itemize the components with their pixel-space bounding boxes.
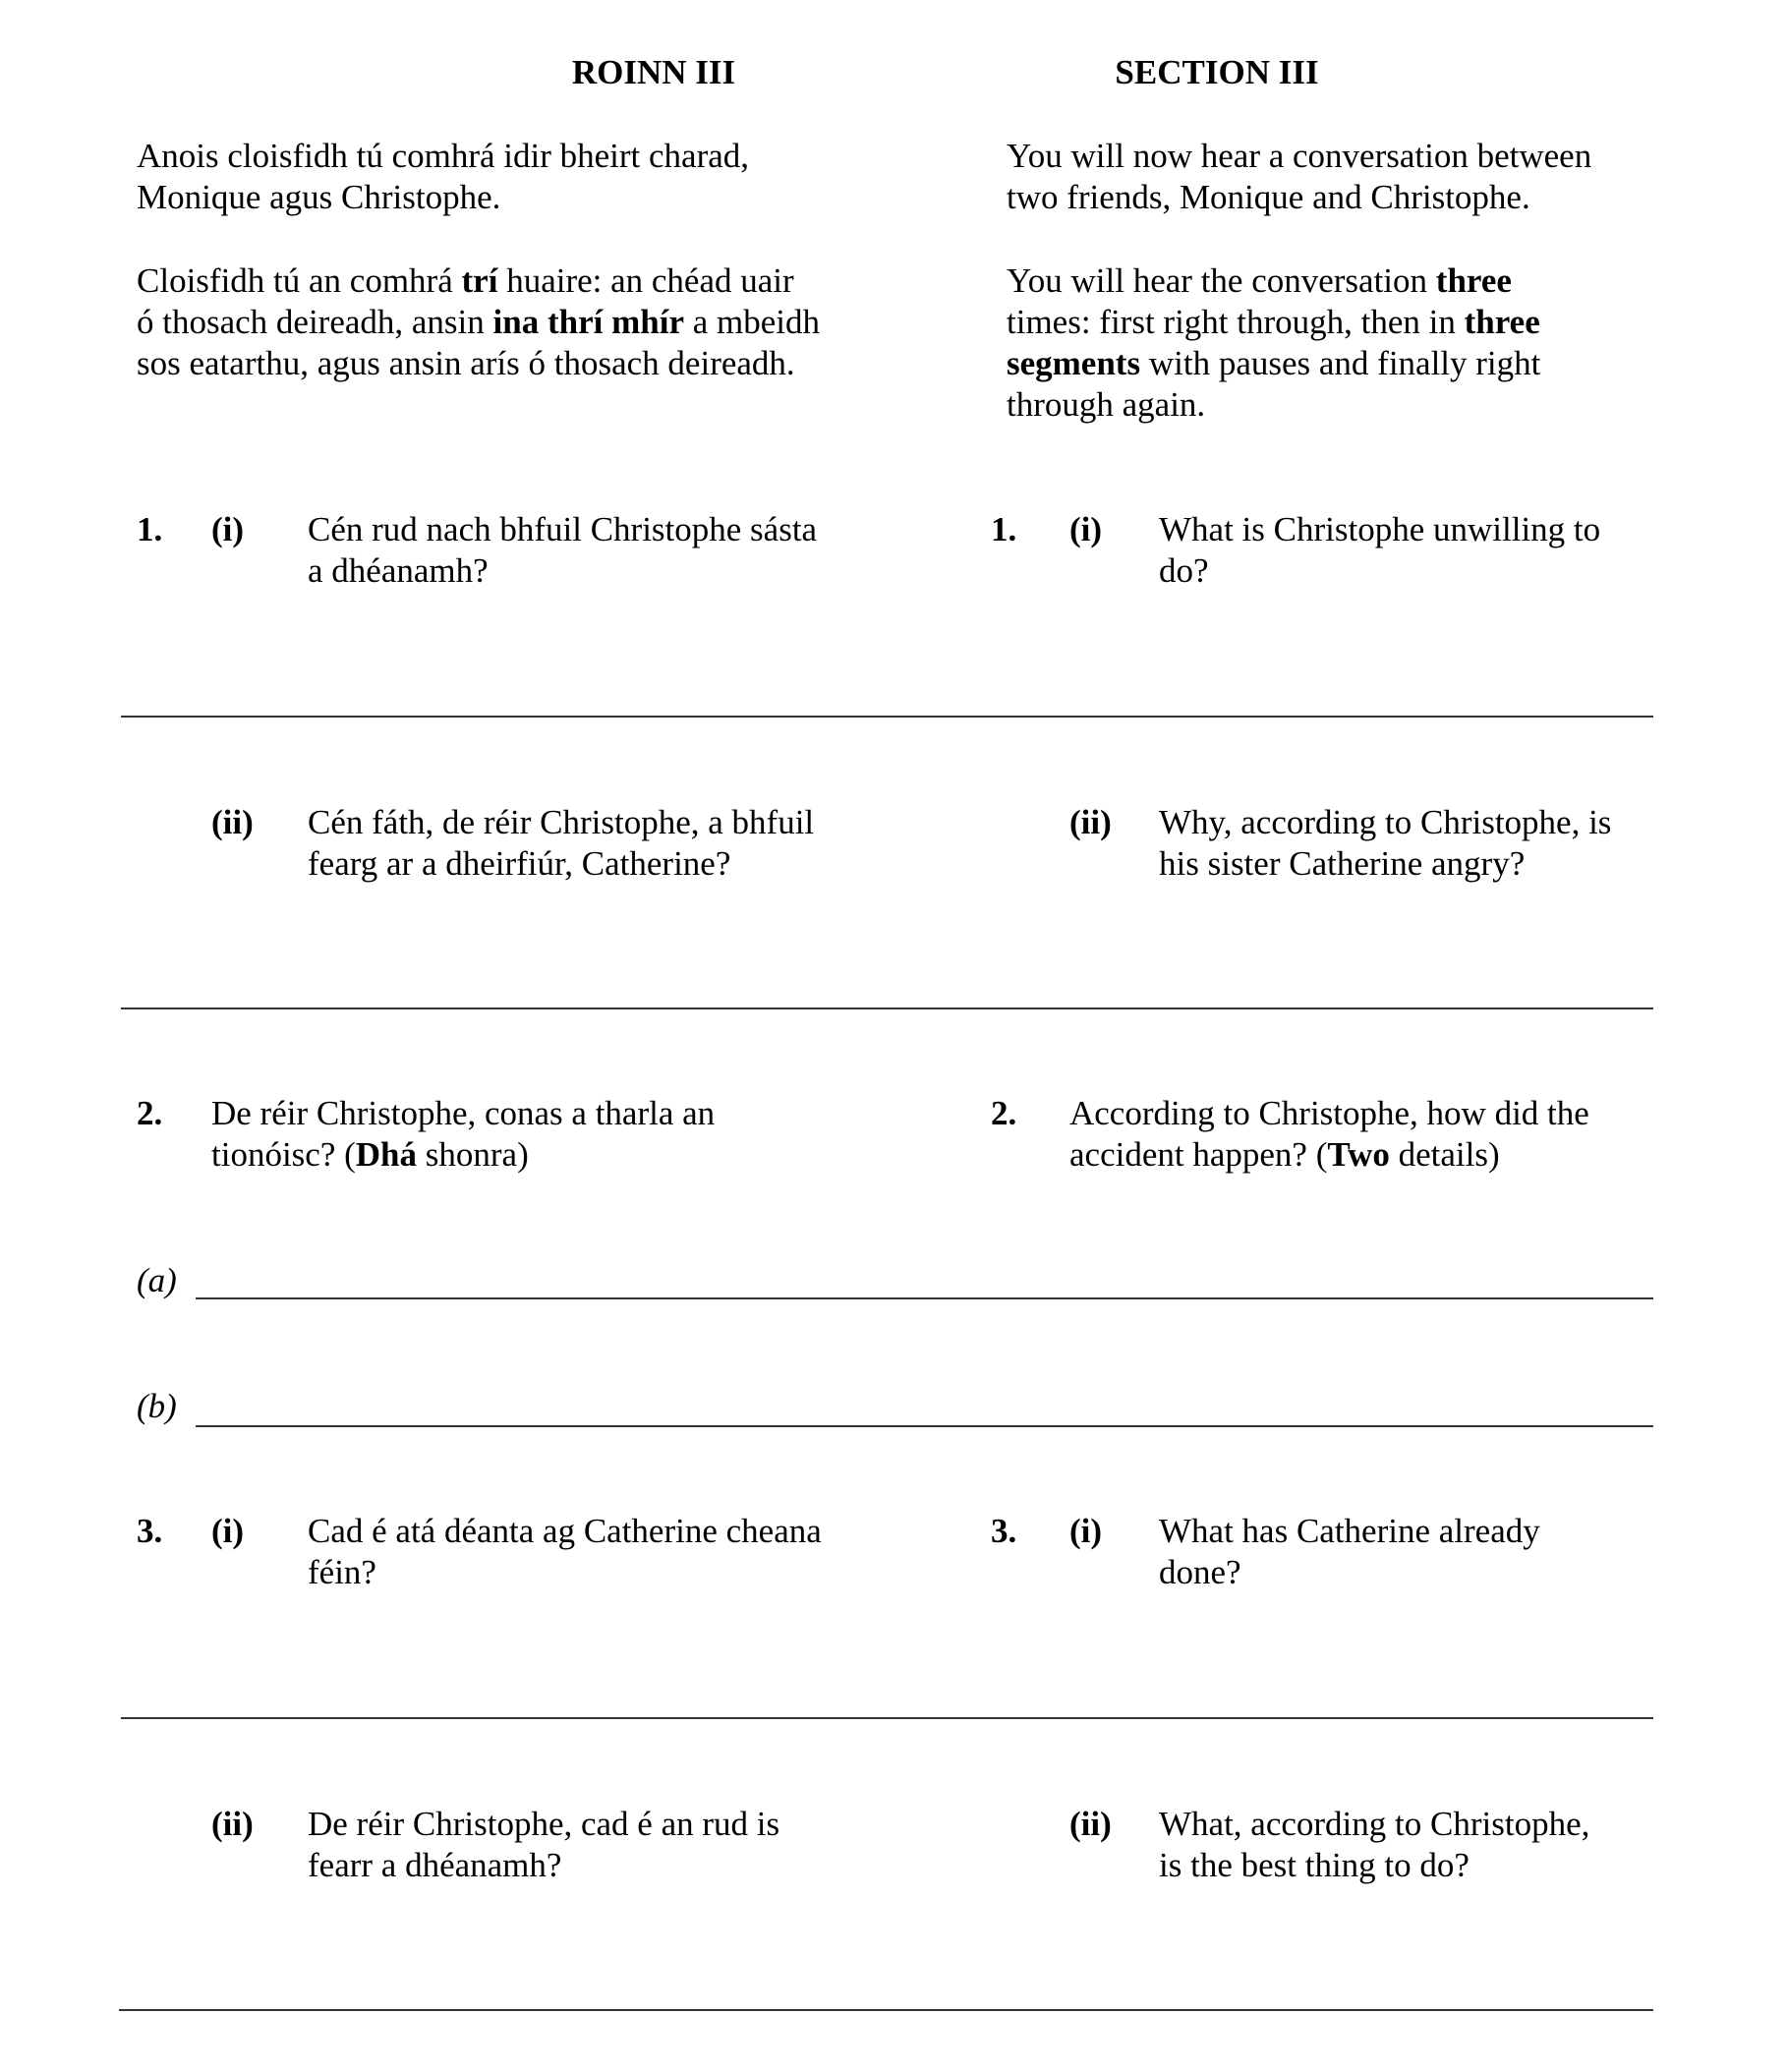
intro-line: segments with pauses and finally right: [1007, 344, 1541, 382]
intro-irish-1: [137, 136, 749, 218]
question-number: 2.: [137, 1094, 163, 1132]
intro-line: ó thosach deireadh, ansin ina thrí mhír a mbeidh: [137, 303, 821, 341]
intro-line: two friends, Monique and Christophe.: [1007, 178, 1530, 216]
answer-label-b: (b): [137, 1387, 177, 1425]
answer-line-q3-ii[interactable]: [119, 2009, 1653, 2011]
question-number: 1.: [137, 510, 163, 548]
question-text-irish: Cad é atá déanta ag Catherine cheana féin?: [308, 1512, 822, 1591]
subquestion-label: (i): [1069, 1512, 1103, 1550]
intro-line: Anois cloisfidh tú comhrá idir bheirt charad,: [137, 137, 750, 175]
intro-english-2: [1007, 260, 1540, 426]
answer-line-q1-i[interactable]: [121, 716, 1653, 718]
heading-irish: ROINN III: [571, 53, 736, 91]
subquestion-label: (i): [211, 510, 245, 548]
intro-line: Monique agus Christophe.: [137, 178, 501, 216]
intro-irish-2: [137, 260, 820, 384]
subquestion-label: (ii): [211, 803, 254, 841]
question-number: 2.: [991, 1094, 1017, 1132]
question-text-irish: Cén rud nach bhfuil Christophe sásta a dhéanamh?: [308, 510, 818, 590]
question-text-irish: De réir Christophe, conas a tharla an tionóisc? (Dhá shonra): [211, 1094, 716, 1174]
intro-english-1: [1007, 136, 1591, 218]
question-number: 3.: [991, 1512, 1017, 1550]
subquestion-label: (ii): [1069, 803, 1112, 841]
subquestion-label: (i): [1069, 510, 1103, 548]
question-number: 1.: [991, 510, 1017, 548]
question-text-english: What is Christophe unwilling to do?: [1159, 510, 1601, 590]
heading-english: SECTION III: [1115, 53, 1319, 91]
question-text-irish: Cén fáth, de réir Christophe, a bhfuil fearg ar a dheirfiúr, Catherine?: [308, 803, 815, 883]
intro-line: times: first right through, then in three: [1007, 303, 1540, 341]
question-text-english: What, according to Christophe, is the best thing to do?: [1159, 1805, 1590, 1884]
intro-line: sos eatarthu, agus ansin arís ó thosach deireadh.: [137, 344, 795, 382]
question-text-english: Why, according to Christophe, is his sister Catherine angry?: [1159, 803, 1612, 883]
intro-line: You will hear the conversation three: [1007, 261, 1512, 300]
question-text-english: What has Catherine already done?: [1159, 1512, 1540, 1591]
question-text-english: According to Christophe, how did the accident happen? (Two details): [1069, 1094, 1589, 1174]
answer-line-q1-ii[interactable]: [121, 1007, 1653, 1009]
subquestion-label: (ii): [211, 1805, 254, 1843]
question-number: 3.: [137, 1512, 163, 1550]
subquestion-label: (ii): [1069, 1805, 1112, 1843]
answer-line-q3-i[interactable]: [121, 1717, 1653, 1719]
intro-line: through again.: [1007, 385, 1206, 424]
intro-line: Cloisfidh tú an comhrá trí huaire: an chéad uair: [137, 261, 794, 300]
answer-label-a: (a): [137, 1261, 177, 1299]
intro-line: You will now hear a conversation between: [1007, 137, 1592, 175]
answer-line-q2-b[interactable]: [196, 1425, 1653, 1427]
subquestion-label: (i): [211, 1512, 245, 1550]
answer-line-q2-a[interactable]: [196, 1297, 1653, 1299]
question-text-irish: De réir Christophe, cad é an rud is fearr a dhéanamh?: [308, 1805, 780, 1884]
